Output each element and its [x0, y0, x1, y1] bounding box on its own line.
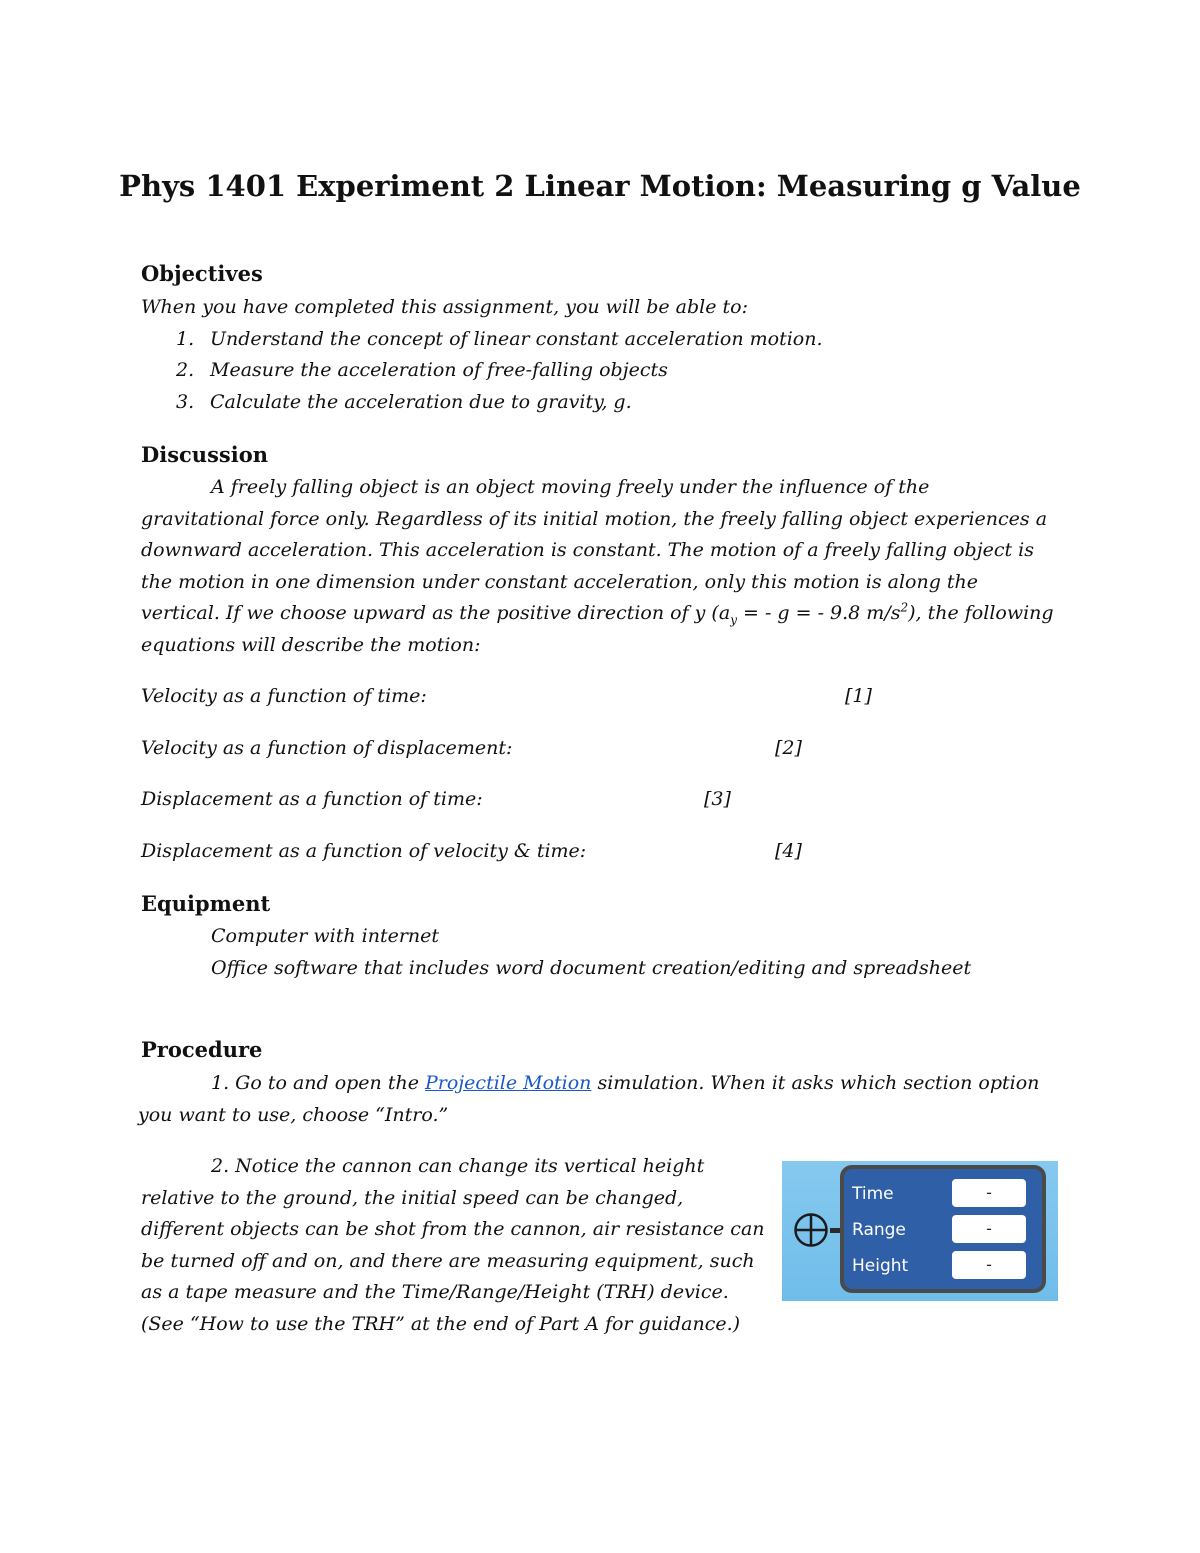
- trh-device-image: [782, 1161, 1058, 1301]
- objective-item: [176, 355, 668, 387]
- equation-number: [4]: [775, 840, 802, 862]
- procedure-line: different objects can be shot from the cannon, air resistance can: [141, 1218, 765, 1241]
- equipment-item: Computer with internet: [211, 925, 440, 947]
- objectives-heading: Objectives: [141, 261, 263, 286]
- objective-text: Understand the concept of linear constant acceleration motion.: [210, 328, 823, 350]
- discussion-paragraph: [141, 472, 1071, 662]
- procedure-line: relative to the ground, the initial speed can be changed,: [141, 1186, 684, 1209]
- objective-text: Measure the acceleration of free-falling objects: [210, 359, 668, 381]
- equation-number: [2]: [775, 737, 802, 759]
- objectives-intro: When you have completed this assignment, you will be able to:: [141, 296, 748, 318]
- trh-range-label: Range: [852, 1220, 906, 1240]
- objective-number: 2.: [176, 359, 195, 381]
- discussion-line: gravitational force only. Regardless of its initial motion, the freely falling object experiences a: [141, 507, 1048, 530]
- equipment-item: Office software that includes word document creation/editing and spreadsheet: [211, 957, 972, 979]
- discussion-line: equations will describe the motion:: [141, 633, 481, 656]
- discussion-line: the motion in one dimension under constant acceleration, only this motion is along the: [141, 570, 979, 593]
- trh-time-label: Time: [852, 1184, 894, 1204]
- procedure-line: as a tape measure and the Time/Range/Height (TRH) device.: [141, 1281, 729, 1304]
- discussion-heading: Discussion: [141, 442, 268, 467]
- objective-number: 3.: [176, 391, 195, 413]
- procedure-step-1-line2: you want to use, choose “Intro.”: [138, 1104, 449, 1126]
- discussion-line: vertical. If we choose upward as the positive direction of y ($a_y$ = - g = - 9.8 $m/s^2$), the following: [141, 601, 1054, 628]
- objective-text: Calculate the acceleration due to gravity, g.: [210, 391, 632, 413]
- equation-label: Velocity as a function of time:: [141, 685, 427, 707]
- objective-item: [176, 324, 823, 356]
- equation-number: [3]: [704, 788, 731, 810]
- equation-label: Displacement as a function of time:: [141, 788, 483, 810]
- procedure-line: (See “How to use the TRH” at the end of Part A for guidance.): [141, 1312, 741, 1335]
- procedure-step-2: [141, 1151, 781, 1341]
- trh-time-value: -: [952, 1179, 1026, 1207]
- discussion-line: A freely falling object is an object moving freely under the influence of the: [211, 476, 930, 498]
- equation-label: Velocity as a function of displacement:: [141, 737, 513, 759]
- equipment-heading: Equipment: [141, 891, 271, 916]
- trh-panel: [840, 1165, 1046, 1293]
- procedure-heading: Procedure: [141, 1037, 263, 1062]
- equation-label: Displacement as a function of velocity & time:: [141, 840, 587, 862]
- equation-number: [1]: [845, 685, 872, 707]
- page-title: Phys 1401 Experiment 2 Linear Motion: Measuring g Value: [119, 169, 1081, 203]
- discussion-line: downward acceleration. This acceleration is constant. The motion of a freely falling object is: [141, 539, 1034, 562]
- objective-item: [176, 387, 632, 419]
- objective-number: 1.: [176, 328, 195, 350]
- procedure-step-1: 1. Go to and open the Projectile Motion simulation. When it asks which section option: [211, 1072, 1040, 1094]
- procedure-line: 2. Notice the cannon can change its vertical height: [211, 1155, 705, 1177]
- projectile-motion-link[interactable]: Projectile Motion: [424, 1072, 592, 1094]
- crosshair-icon: [794, 1213, 828, 1247]
- trh-range-value: -: [952, 1215, 1026, 1243]
- procedure-line: be turned off and on, and there are measuring equipment, such: [141, 1249, 755, 1272]
- trh-height-value: -: [952, 1251, 1026, 1279]
- trh-height-label: Height: [852, 1256, 909, 1276]
